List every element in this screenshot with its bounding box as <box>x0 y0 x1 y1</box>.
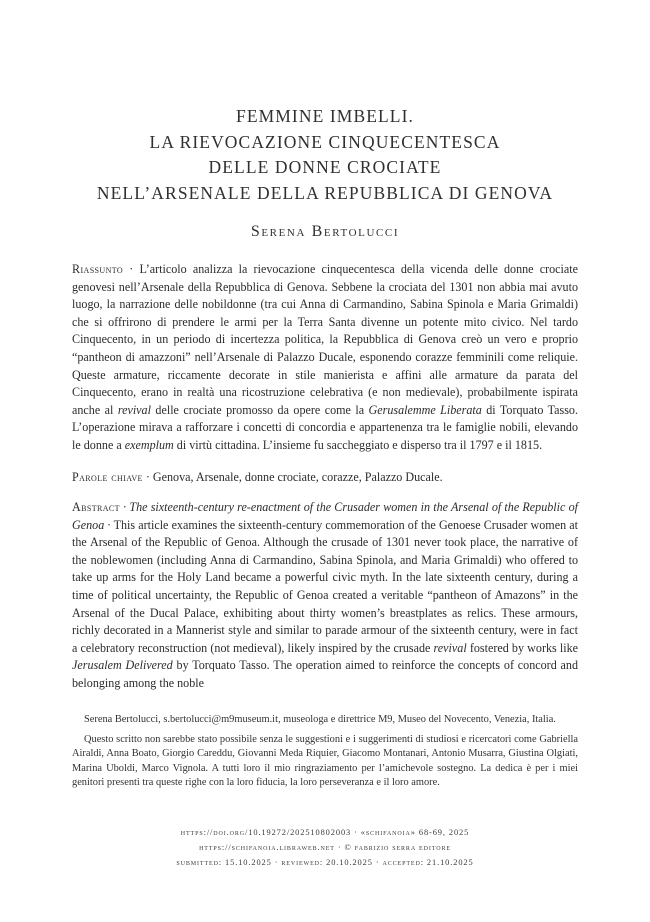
abstract-revival-term: revival <box>433 640 467 655</box>
author-footnote: Serena Bertolucci, s.bertolucci@m9museum.it, museologa e direttrice M9, Museo del Novecento, Venezia, Italia. <box>84 714 556 725</box>
abstract-title: · The sixteenth-century re-enactment of the Crusader women in the Arsenal of the Republic of Genoa · <box>72 500 578 532</box>
footnotes <box>72 713 578 791</box>
website-line: https://schifanoia.libraweb.net · © fabrizio serra editore <box>199 843 451 853</box>
title-line-4: NELL’ARSENALE DELLA REPUBBLICA DI GENOVA <box>96 182 554 203</box>
doi-line: https://doi.org/10.19272/202510802003 · «schifanoia» 68-69, 2025 <box>180 828 470 837</box>
riassunto-text-1: · L’articolo analizza la rievocazione cinquecentesca della vicenda delle donne crociate genovesi nell’Arsenale della Repubblica di Genova. Sebbene la crociata del 1301 non abbia mai avuto luogo, la narrazione delle nobildonne (tra cui Anna di Carmandino, Sabina Spinola e Maria Grimaldi) che si offrirono di prendere le armi per la Terra Santa divenne un potente mito civico. Nel tardo Cinquecento, in un periodo di incertezza politica, la Repubblica di Genova creò un vero e proprio “pantheon di amazzoni” nell’Arsenale di Palazzo Ducale, esponendo corazze femminili come reliquie. Queste armature, riccamente decorate in stile manierista e affini alle armature da parata del Cinquecento, erano in realtà una ricostruzione celebrativa (e non medievale), probabilmente ispirata anche al <box>72 262 578 417</box>
abstract-text-1: This article examines the sixteenth-century commemoration of the Genoese Crusader women at the Arsenal of the Republic of Genoa. Although the crusade of 1301 never took place, the narrative of the noblewomen (including Anna di Carmandino, Sabina Spinola, and Maria Grimaldi) who offered to take up arms for the Holy Land became a powerful civic myth. In the late sixteenth century, during a time of political uncertainty, the Republic of Genoa created a veritable “pantheon of Amazons” in the Arsenal of the Ducal Palace, exhibiting about thirty women’s breastplates as relics. These armours, richly decorated in a Mannerist style and similar to parade armour of the sixteenth century, were in fact a celebratory reconstruction (not medieval), likely inspired by the crusade <box>72 517 578 655</box>
revival-term: revival <box>117 402 151 417</box>
riassunto-text-3: di Torquato Tasso. L’operazione mirava a rafforzare i concetti di concordia e appartenenza tra le famiglie nobili, elevando le donne a <box>72 402 578 452</box>
riassunto-text-4: di virtù cittadina. L’insieme fu saccheggiato e disperso tra il 1797 e il 1815. <box>173 437 543 452</box>
title-line-3: DELLE DONNE CROCIATE <box>208 157 442 177</box>
parole-chiave-label: Parole chiave <box>72 470 143 484</box>
gerusalemme-title: Gerusalemme Liberata <box>368 402 482 417</box>
abstract-text-2: fostered by works like <box>466 640 579 655</box>
parole-chiave-paragraph <box>72 469 578 487</box>
riassunto-label: Riassunto <box>72 262 124 276</box>
submission-dates-line: submitted: 15.10.2025 · reviewed: 20.10.2025 · accepted: 21.10.2025 <box>176 858 474 868</box>
abstract-label: Abstract <box>72 500 120 514</box>
exemplum-term: exemplum <box>124 437 174 452</box>
jerusalem-title: Jerusalem Delivered <box>72 658 173 673</box>
author-name: Serena Bertolucci <box>250 223 400 240</box>
abstract-paragraph <box>72 499 578 693</box>
article-title <box>0 104 650 241</box>
abstract-text-3: by Torquato Tasso. The operation aimed to reinforce the concepts of concord and belonging among the noble <box>72 658 578 690</box>
publication-metadata <box>0 825 650 871</box>
parole-chiave-text: · Genova, Arsenale, donne crociate, corazze, Palazzo Ducale. <box>142 470 443 484</box>
riassunto-paragraph <box>72 261 578 455</box>
title-line-2: LA RIEVOCAZIONE CINQUECENTESCA <box>149 131 501 152</box>
title-line-1: FEMMINE IMBELLI. <box>235 106 414 126</box>
acknowledgements-footnote: Questo scritto non sarebbe stato possibile senza le suggestioni e i suggerimenti di studiosi e ricercatori come Gabriella Airaldi, Anna Boato, Giorgio Careddu, Giovanni Meda Riquier, Giacomo Montanari, Antonio Musarra, Giustina Olgiati, Marina Uboldi, Marco Vignola. A tutti loro il mio ringraziamento per l’amichevole sostegno. La dedica è per i miei genitori presenti tra queste righe con la loro fiducia, la loro perseveranza e il loro amore. <box>72 733 578 789</box>
riassunto-text-2: delle crociate promosso da opere come la <box>150 402 369 417</box>
